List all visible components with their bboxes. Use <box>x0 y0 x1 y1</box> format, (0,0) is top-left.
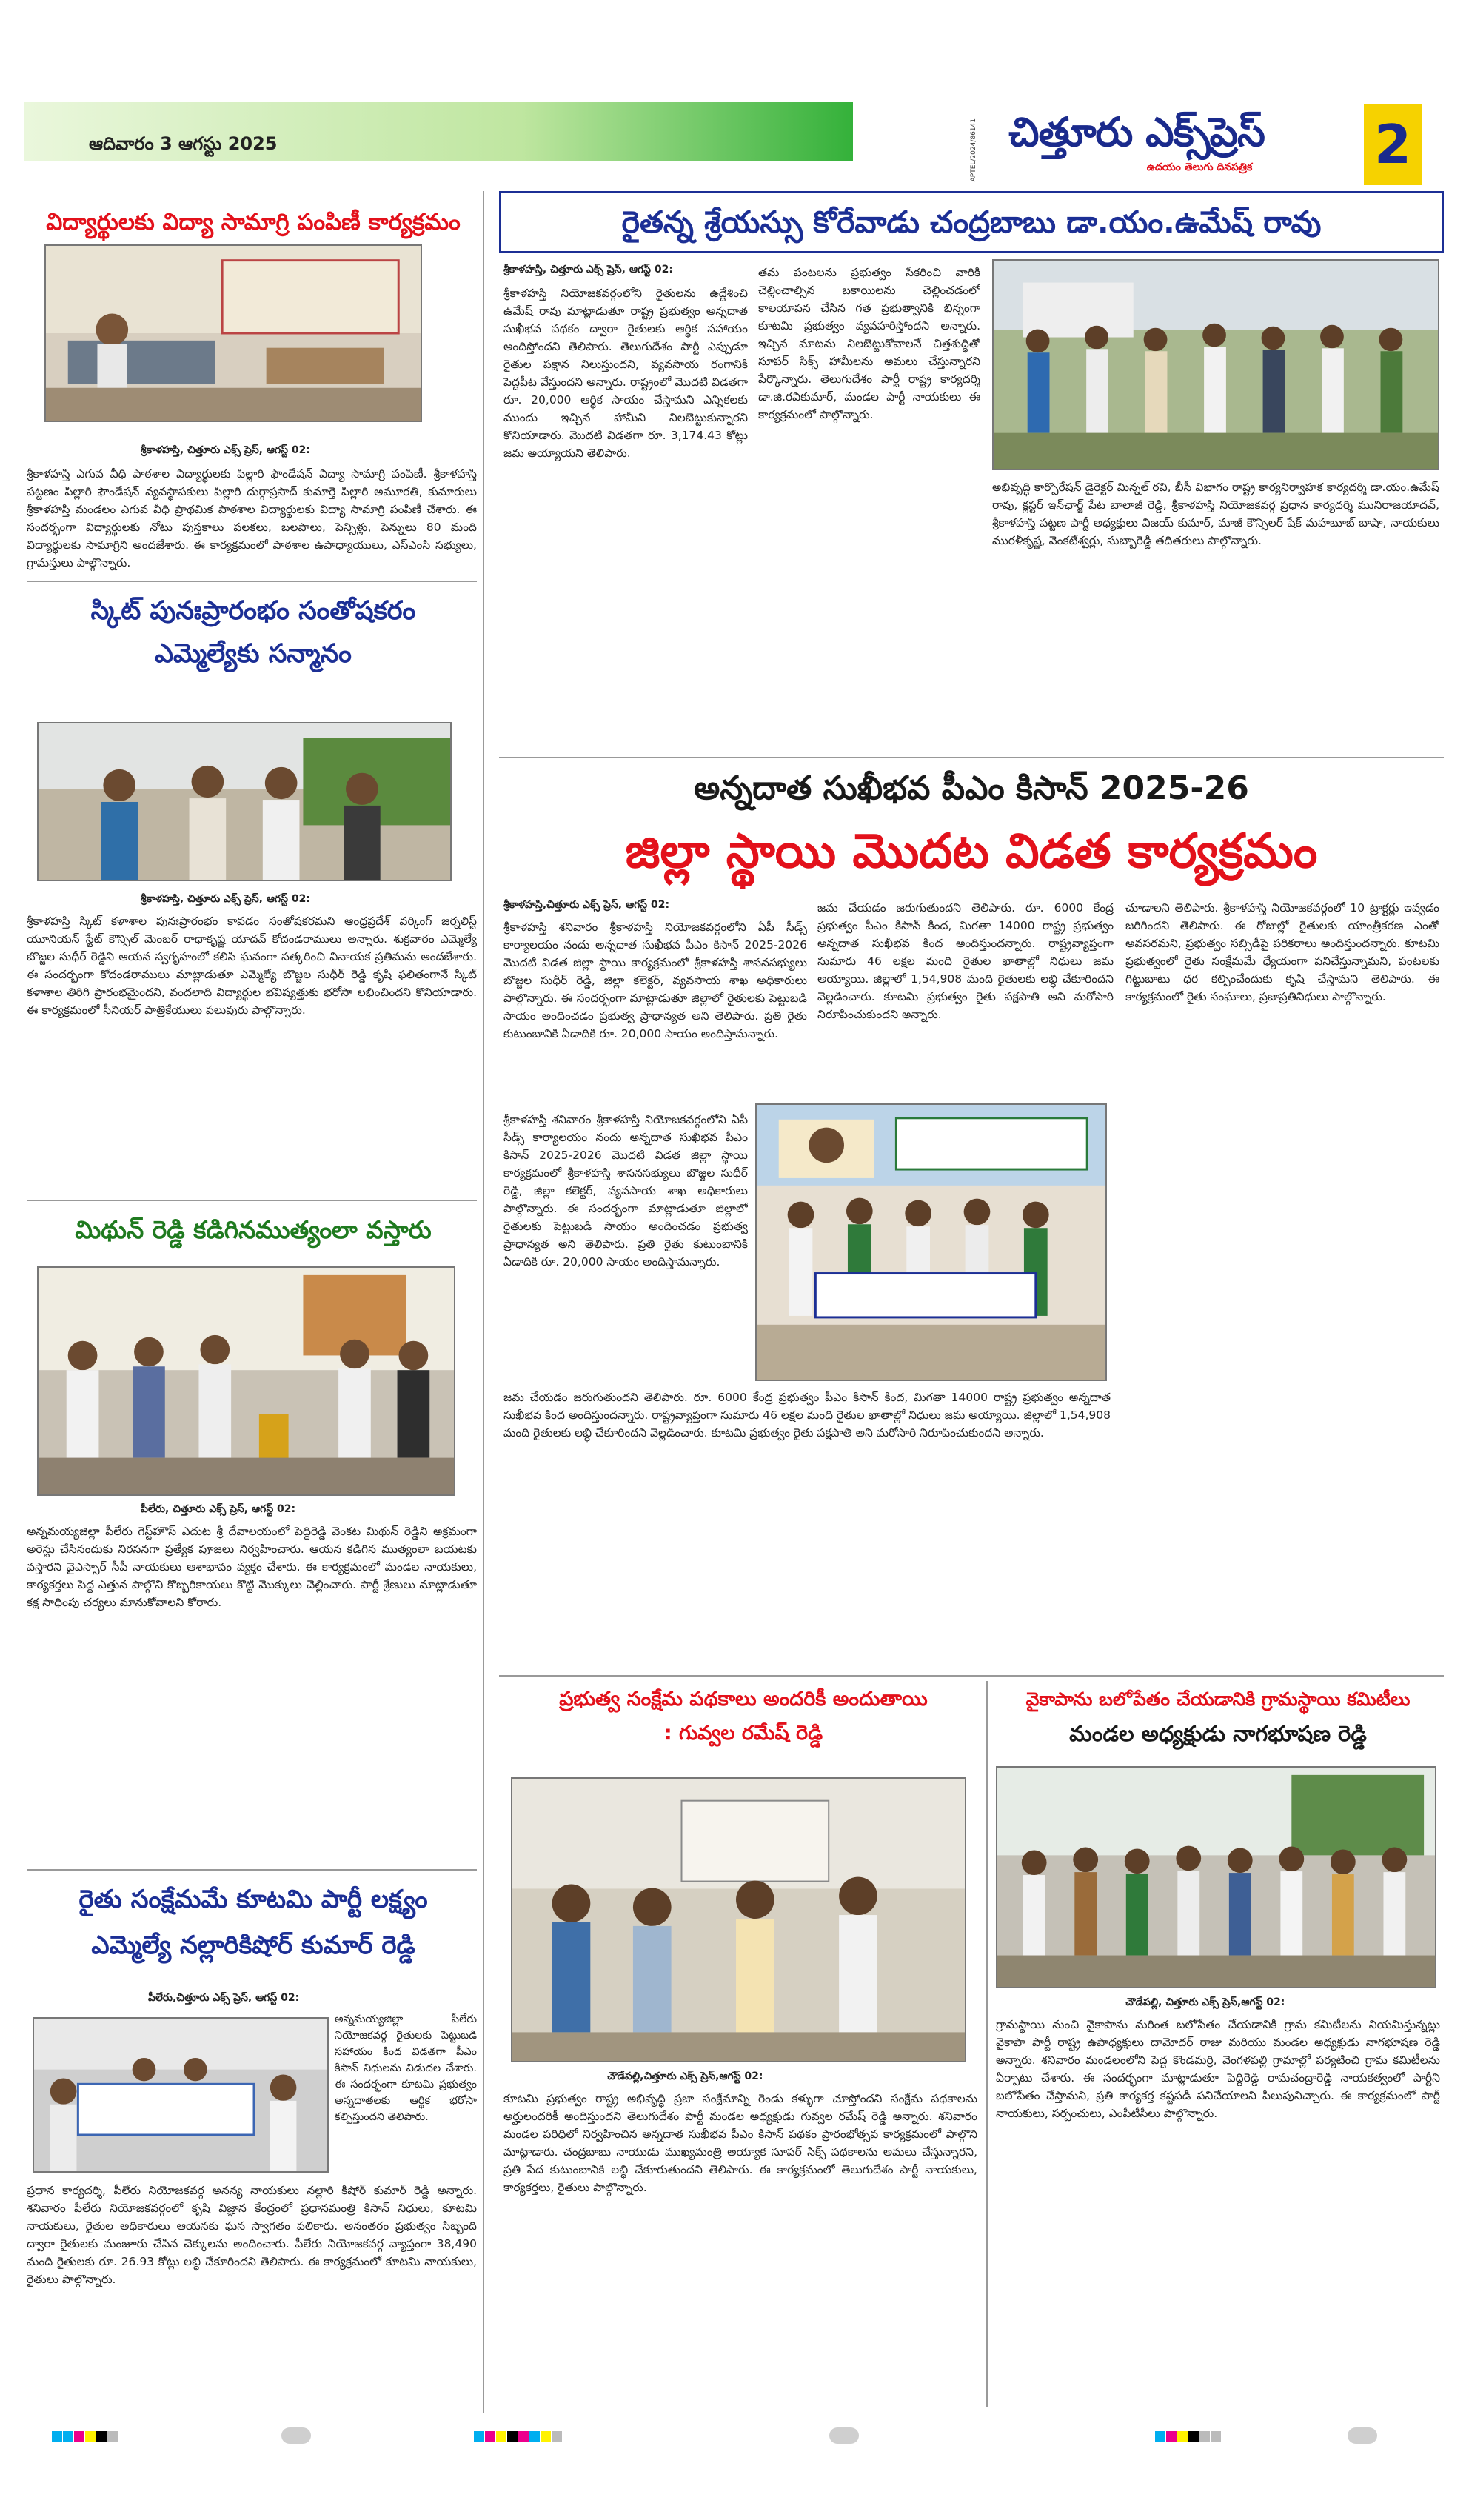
left-column-divider <box>483 191 484 2413</box>
top-story-photo <box>992 259 1439 470</box>
center-story-dateline: శ్రీకాళహస్తి,చిత్తూరు ఎక్స్ ప్రెస్, ఆగస్ట్ 02: <box>503 899 670 911</box>
footer-color-strip-left <box>52 2430 118 2444</box>
top-story-body-col2: తమ పంటలను ప్రభుత్వం సేకరించి వారికి చెల్లించాల్సిన బకాయిలను చెల్లించడంలో కాలయాపన చేసిన గత ప్రభుత్వానికి భిన్నంగా కూటమి ప్రభుత్వం వ్యవహరిస్తోందని అన్నారు. ఇచ్చిన మాటను నిలబెట్టుకోవాలనే చిత్తశుద్ధితో సూపర్ సిక్స్ హామీలను అమలు చేస్తున్నారని పేర్కొన్నారు. తెలుగుదేశం పార్టీ రాష్ట్ర కార్యదర్శి డా.జి.రవికుమార్, మండల పార్టీ నాయకులు ఈ కార్యక్రమంలో పాల్గొన్నారు. <box>758 266 980 421</box>
story2-photo <box>37 722 452 881</box>
top-story-divider <box>499 757 1444 758</box>
story3-body: అన్నమయ్యజిల్లా పీలేరు గెస్ట్‌హౌస్ ఎదుట శ్రీ దేవాలయంలో పెద్దిరెడ్డి వెంకట మిథున్ రెడ్డిని అక్రమంగా అరెస్టు చేసినందుకు నిరసనగా ప్రత్యేక పూజలు నిర్వహించారు. ఆయన కడిగిన ముత్యంలా బయటకు వస్తారని వైఎస్సార్ సీపీ నాయకులు ఆశాభావం వ్యక్తం చేశారు. ఈ కార్యక్రమంలో మండల నాయకులు, కార్యకర్తలు పెద్ద ఎత్తున పాల్గొని కొబ్బరికాయలు కొట్టి మొక్కులు చెల్లించారు. పార్టీ శ్రేణులు మాట్లాడుతూ కక్ష సాధింపు చర్యలు మానుకోవాలని కోరారు. <box>27 1525 477 1609</box>
center-story-col2-continued: జమ చేయడం జరుగుతుందని తెలిపారు. రూ. 6000 కేంద్ర ప్రభుత్వం పీఎం కిసాన్ కింద, మిగతా 14000 రాష్ట్ర ప్రభుత్వం అన్నదాత సుఖీభవ కింద అందిస్తుందన్నారు. రాష్ట్రవ్యాప్తంగా సుమారు 46 లక్షల మంది రైతుల ఖాతాల్లో నిధులు జమ అయ్యాయి. జిల్లాలో 1,54,908 మంది రైతులకు లబ్ధి చేకూరిందని వెల్లడించారు. కూటమి ప్రభుత్వం రైతు పక్షపాతి అని మరోసారి నిరూపించుకుందని అన్నారు. <box>503 1391 1111 1440</box>
masthead-tagline: ఉదయం తెలుగు దినపత్రిక <box>1146 161 1253 173</box>
story4-headline-line1: రైతు సంక్షేమమే కూటమి పార్టీ లక్ష్యం <box>78 1885 428 1914</box>
story4-photo <box>33 2017 329 2173</box>
story4-headline-line2: ఎమ్మెల్యే నల్లారికిషోర్ కుమార్ రెడ్డి <box>91 1931 415 1960</box>
top-story-body-col3: అభివృద్ధి కార్పొరేషన్ డైరెక్టర్ మిన్నల్ రవి, బీసీ విభాగం రాష్ట్ర కార్యనిర్వాహక కార్యదర్శి డా.యం.ఉమేష్ రావు, క్లస్టర్ ఇన్‌ఛార్జ్ పేట బాలాజీ రెడ్డి, శ్రీకాళహస్తి నియోజకవర్గ ప్రధాన కార్యదర్శి మునిరాజయాదవ్, శ్రీకాళహస్తి పట్టణ పార్టీ అధ్యక్షులు విజయ్ కుమార్, మాజీ కౌన్సిలర్ షేక్ మహబూబ్ బాషా, నాయకులు మురళీకృష్ణ, వెంకటేశ్వర్లు, సుబ్బారెడ్డి తదితరులు పాల్గొన్నారు. <box>992 481 1439 547</box>
center-story-divider <box>499 1675 1444 1677</box>
footer-color-strip-right <box>1155 2430 1222 2444</box>
footer-registration-mark-right <box>1348 2427 1377 2444</box>
center-story-photo <box>755 1103 1107 1381</box>
story2-headline-line1: స్కిట్ పునఃప్రారంభం సంతోషకరం <box>90 596 416 626</box>
bottom-right-photo <box>996 1766 1436 1988</box>
center-story-body-col1: శ్రీకాళహస్తి శనివారం శ్రీకాళహస్తి నియోజకవర్గంలోని ఏపీ సీడ్స్ కార్యాలయం నందు అన్నదాత సుఖీభవ పీఎం కిసాన్ 2025-2026 మొదటి విడత జిల్లా స్థాయి కార్యక్రమంలో శ్రీకాళహస్తి శాసనసభ్యులు బొజ్జల సుధీర్ రెడ్డి, జిల్లా కలెక్టర్, వ్యవసాయ శాఖ అధికారులు పాల్గొన్నారు. ఈ సందర్భంగా మాట్లాడుతూ జిల్లాలో రైతులకు పెట్టుబడి సాయం అందించడం ప్రభుత్వ ప్రాధాన్యత అని తెలిపారు. ప్రతి రైతు కుటుంబానికి ఏడాదికి రూ. 20,000 సాయం అందిస్తామన్నారు. <box>503 920 807 1040</box>
story4-dateline: పీలేరు,చిత్తూరు ఎక్స్ ప్రెస్, ఆగస్ట్ 02: <box>148 1992 300 2004</box>
center-story-headline: జిల్లా స్థాయి మొదట విడత కార్యక్రమం <box>625 824 1318 879</box>
masthead-title: చిత్తూరు ఎక్స్‌ప్రెస్ <box>1008 108 1265 156</box>
story1-headline: విద్యార్థులకు విద్యా సామాగ్రి పంపిణీ కార్యక్రమం <box>46 209 461 235</box>
bottom-divider <box>986 1681 988 2407</box>
page-number: 2 <box>1364 104 1422 185</box>
bottom-right-body: గ్రామస్థాయి నుంచి వైకాపాను మరింత బలోపేతం చేయడానికి గ్రామ కమిటీలను నియమిస్తున్నట్లు వైకాపా పార్టీ రాష్ట్ర ఉపాధ్యక్షులు దామోదర్ రాజు మరియు మండల అధ్యక్షుడు నాగభూషణ రెడ్డి అన్నారు. శనివారం మండలంలోని పెద్ద కొండమర్రి, వెంగళపల్లి గ్రామాల్లో పర్యటించి గ్రామ కమిటీలను ఏర్పాటు చేశారు. ఈ సందర్భంగా మాట్లాడుతూ పెద్దిరెడ్డి రామచంద్రారెడ్డి నాయకత్వంలో పార్టీని బలోపేతం చేస్తామని, ప్రతి కార్యకర్త కష్టపడి పనిచేయాలని పిలుపునిచ్చారు. ఈ కార్యక్రమంలో పార్టీ నాయకులు, సర్పంచులు, ఎంపీటీసీలు పాల్గొన్నారు. <box>996 2018 1440 2120</box>
bottom-left-dateline: చౌడేపల్లి,చిత్తూరు ఎక్స్ ప్రెస్,ఆగస్ట్ 02: <box>607 2071 763 2082</box>
bottom-left-headline-line1: ప్రభుత్వ సంక్షేమ పథకాలు అందరికీ అందుతాయి <box>559 1688 928 1711</box>
header-date: ఆదివారం 3 ఆగస్టు 2025 <box>89 133 278 154</box>
top-story-dateline: శ్రీకాళహస్తి, చిత్తూరు ఎక్స్ ప్రెస్, ఆగస్ట్ 02: <box>503 264 673 275</box>
top-story-body-col1: శ్రీకాళహస్తి నియోజకవర్గంలోని రైతులను ఉద్దేశించి ఉమేష్ రావు మాట్లాడుతూ రాష్ట్ర ప్రభుత్వం అన్నదాత సుఖీభవ పథకం ద్వారా రైతులకు ఆర్థిక సహాయం అందిస్తోందని తెలిపారు. తెలుగుదేశం పార్టీ ఎప్పుడూ రైతుల పక్షాన నిలుస్తుందని, వ్యవసాయ రంగానికి పెద్దపీట వేస్తుందని అన్నారు. రాష్ట్రంలో మొదటి విడతగా రూ. 20,000 ఆర్థిక సాయం చేస్తామని ఎన్నికలకు ముందు ఇచ్చిన హామీని నిలబెట్టుకున్నారని కొనియాడారు. మొదటి విడతగా రూ. 3,174.43 కోట్లు జమ అయ్యాయని తెలిపారు. <box>503 287 748 460</box>
story4-side-body: అన్నమయ్యజిల్లా పీలేరు నియోజకవర్గ రైతులకు పెట్టుబడి సహాయం కింద విడతగా పీఎం కిసాన్ నిధులను విడుదల చేశారు. ఈ సందర్భంగా కూటమి ప్రభుత్వం అన్నదాతలకు ఆర్థిక భరోసా కల్పిస్తుందని తెలిపారు. <box>335 2013 477 2123</box>
bottom-left-body: కూటమి ప్రభుత్వం రాష్ట్ర అభివృద్ధి ప్రజా సంక్షేమాన్ని రెండు కళ్ళుగా చూస్తోందని సంక్షేమ పథకాలను అర్హులందరికీ అందిస్తుందని తెలుగుదేశం పార్టీ మండల అధ్యక్షుడు గువ్వల రమేష్ రెడ్డి అన్నారు. శనివారం మండల పరిధిలో నిర్వహించిన అన్నదాత సుఖీభవ పీఎం కిసాన్ పథకం ప్రారంభోత్సవ కార్యక్రమంలో పాల్గొని మాట్లాడారు. చంద్రబాబు నాయుడు ముఖ్యమంత్రి అయ్యాక సూపర్ సిక్స్ పథకాలను అమలు చేస్తున్నారని, ప్రతి పేద కుటుంబానికి లబ్ధి చేకూరుతుందని తెలిపారు. ఈ కార్యక్రమంలో తెలుగుదేశం పార్టీ నాయకులు, కార్యకర్తలు, రైతులు పాల్గొన్నారు. <box>503 2092 977 2194</box>
bottom-right-headline-line2: మండల అధ్యక్షుడు నాగభూషణ రెడ్డి <box>1069 1721 1367 1746</box>
footer-registration-mark-left <box>281 2427 311 2444</box>
masthead-reg: APTEL/2024/86141 <box>970 118 977 182</box>
story1-divider <box>27 581 477 582</box>
footer-registration-mark-center <box>829 2427 859 2444</box>
story2-body: శ్రీకాళహస్తి స్కిట్ కళాశాల పునఃప్రారంభం కావడం సంతోషకరమని ఆంధ్రప్రదేశ్ వర్కింగ్ జర్నలిస్ట్ యూనియన్ స్టేట్ కౌన్సిల్ మెంబర్ రాధాకృష్ణ యాదవ్ కోదండరాములు అన్నారు. శుక్రవారం ఎమ్మెల్యే బొజ్జల సుధీర్ రెడ్డిని ఆయన స్వగృహంలో కలిసి ఘనంగా సత్కరించి వినాయక ప్రతిమను అందజేశారు. ఈ సందర్భంగా కోదండరాములు మాట్లాడుతూ ఎమ్మెల్యే బొజ్జల సుధీర్ రెడ్డి కృషి ఫలితంగానే స్కిట్ కళాశాల తిరిగి ప్రారంభమైందని, వందలాది విద్యార్థుల భవిష్యత్తుకు భరోసా లభించిందని కొనియాడారు. ఈ కార్యక్రమంలో సీనియర్ పాత్రికేయులు పలువురు పాల్గొన్నారు. <box>27 915 477 1017</box>
story2-divider <box>27 1200 477 1201</box>
story1-body: శ్రీకాళహస్తి ఎగువ వీధి పాఠశాల విద్యార్థులకు పిల్లారి ఫౌండేషన్ విద్యా సామాగ్రి పంపిణీ. శ్రీకాళహస్తి పట్టణం పిల్లారి ఫౌండేషన్ వ్యవస్థాపకులు పిల్లారి దుర్గాప్రసాద్ కుమార్తె పిల్లారి అమూరతి, కుమారులు శ్రీకాళహస్తి మండలం ఎగువ వీధి ప్రాథమిక పాఠశాల విద్యార్థులకు విద్యా సామాగ్రి పంపిణీ చేశారు. ఈ సందర్భంగా విద్యార్థులకు నోటు పుస్తకాలు పలకలు, బలపాలు, పెన్సిళ్లు, పెన్నులు 80 మంది విద్యార్థులకు సామాగ్రిని అందజేశారు. ఈ కార్యక్రమంలో పాఠశాల ఉపాధ్యాయులు, ఎస్‌ఎంసి సభ్యులు, గ్రామస్తులు పాల్గొన్నారు. <box>27 467 477 569</box>
center-story-kicker: అన్నదాత సుఖీభవ పీఎం కిసాన్ 2025-26 <box>694 769 1249 807</box>
bottom-left-headline-line2: : గువ్వల రమేష్ రెడ్డి <box>663 1722 823 1745</box>
story1-dateline: శ్రీకాళహస్తి, చిత్తూరు ఎక్స్ ప్రెస్, ఆగస్ట్ 02: <box>141 444 310 456</box>
bottom-left-photo <box>511 1777 966 2062</box>
story3-headline: మిథున్ రెడ్డి కడిగినముత్యంలా వస్తారు <box>75 1215 432 1244</box>
story4-body: ప్రధాన కార్యదర్శి, పీలేరు నియోజకవర్గ అనన్య నాయకులు నల్లారి కిషోర్ కుమార్ రెడ్డి అన్నారు. శనివారం పీలేరు నియోజకవర్గంలో కృషి విజ్ఞాన కేంద్రంలో ప్రధానమంత్రి కిసాన్ నిధులు, కూటమి నాయకులు, రైతుల అధికారులు ఆయనకు ఘన స్వాగతం పలికారు. అనంతరం ప్రభుత్వం సిబ్బంది ద్వారా రైతులకు మంజూరు చేసిన చెక్కులను అందించారు. పీలేరు నియోజకవర్గ వ్యాప్తంగా 38,490 మంది రైతులకు రూ. 26.93 కోట్లు లబ్ధి చేకూరిందని తెలిపారు. ఈ కార్యక్రమంలో కూటమి నాయకులు, రైతులు పాల్గొన్నారు. <box>27 2184 477 2286</box>
center-story-body-col2b <box>503 1388 1111 1670</box>
story2-headline-line2: ఎమ్మెల్యేకు సన్మానం <box>155 639 352 669</box>
story3-divider <box>27 1869 477 1871</box>
story3-photo <box>37 1266 455 1496</box>
masthead <box>970 104 1281 182</box>
story2-dateline: శ్రీకాళహస్తి, చిత్తూరు ఎక్స్ ప్రెస్, ఆగస్ట్ 02: <box>141 893 310 905</box>
story1-photo <box>44 244 422 422</box>
center-story-body-col2: జమ చేయడం జరుగుతుందని తెలిపారు. రూ. 6000 కేంద్ర ప్రభుత్వం పీఎం కిసాన్ కింద, మిగతా 14000 రాష్ట్ర ప్రభుత్వం అన్నదాత సుఖీభవ కింద అందిస్తుందన్నారు. రాష్ట్రవ్యాప్తంగా సుమారు 46 లక్షల మంది రైతుల ఖాతాల్లో నిధులు జమ అయ్యాయి. జిల్లాలో 1,54,908 మంది రైతులకు లబ్ధి చేకూరిందని వెల్లడించారు. కూటమి ప్రభుత్వం రైతు పక్షపాతి అని మరోసారి నిరూపించుకుందని అన్నారు. <box>817 901 1114 1021</box>
center-story-body-col3: చూడాలని తెలిపారు. శ్రీకాళహస్తి నియోజకవర్గంలో 10 ట్రాక్టర్లు ఇవ్వడం జరిగిందని తెలిపారు. ఈ రోజుల్లో రైతులకు యాంత్రీకరణ ఎంతో అవసరమని, ప్రభుత్వం సబ్సిడీపై పరికరాలు అందిస్తుందన్నారు. కూటమి ప్రభుత్వంలో రైతు సంక్షేమమే ధ్యేయంగా పనిచేస్తున్నామని, పంటలకు గిట్టుబాటు ధర కల్పించేందుకు కృషి చేస్తామని తెలిపారు. ఈ కార్యక్రమంలో రైతు సంఘాలు, ప్రజాప్రతినిధులు పాల్గొన్నారు. <box>1125 901 1439 1003</box>
center-story-col1-continued: శ్రీకాళహస్తి శనివారం శ్రీకాళహస్తి నియోజకవర్గంలోని ఏపీ సీడ్స్ కార్యాలయం నందు అన్నదాత సుఖీభవ పీఎం కిసాన్ 2025-2026 మొదటి విడత జిల్లా స్థాయి కార్యక్రమంలో శ్రీకాళహస్తి శాసనసభ్యులు బొజ్జల సుధీర్ రెడ్డి, జిల్లా కలెక్టర్, వ్యవసాయ శాఖ అధికారులు పాల్గొన్నారు. ఈ సందర్భంగా మాట్లాడుతూ జిల్లాలో రైతులకు పెట్టుబడి సాయం అందించడం ప్రభుత్వ ప్రాధాన్యత అని తెలిపారు. ప్రతి రైతు కుటుంబానికి ఏడాదికి రూ. 20,000 సాయం అందిస్తామన్నారు. <box>503 1113 748 1269</box>
bottom-right-dateline: చౌడేపల్లి, చిత్తూరు ఎక్స్ ప్రెస్,ఆగస్ట్ 02: <box>1125 1996 1285 2008</box>
footer-color-strip-center <box>474 2430 563 2444</box>
bottom-right-headline-line1: వైకాపాను బలోపేతం చేయడానికి గ్రామస్థాయి కమిటీలు <box>1025 1688 1411 1710</box>
top-story-headline: రైతన్న శ్రేయస్సు కోరేవాడు చంద్రబాబు డా.యం.ఉమేష్ రావు <box>621 204 1322 240</box>
story3-dateline: పీలేరు, చిత్తూరు ఎక్స్ ప్రెస్, ఆగస్ట్ 02: <box>141 1503 296 1515</box>
